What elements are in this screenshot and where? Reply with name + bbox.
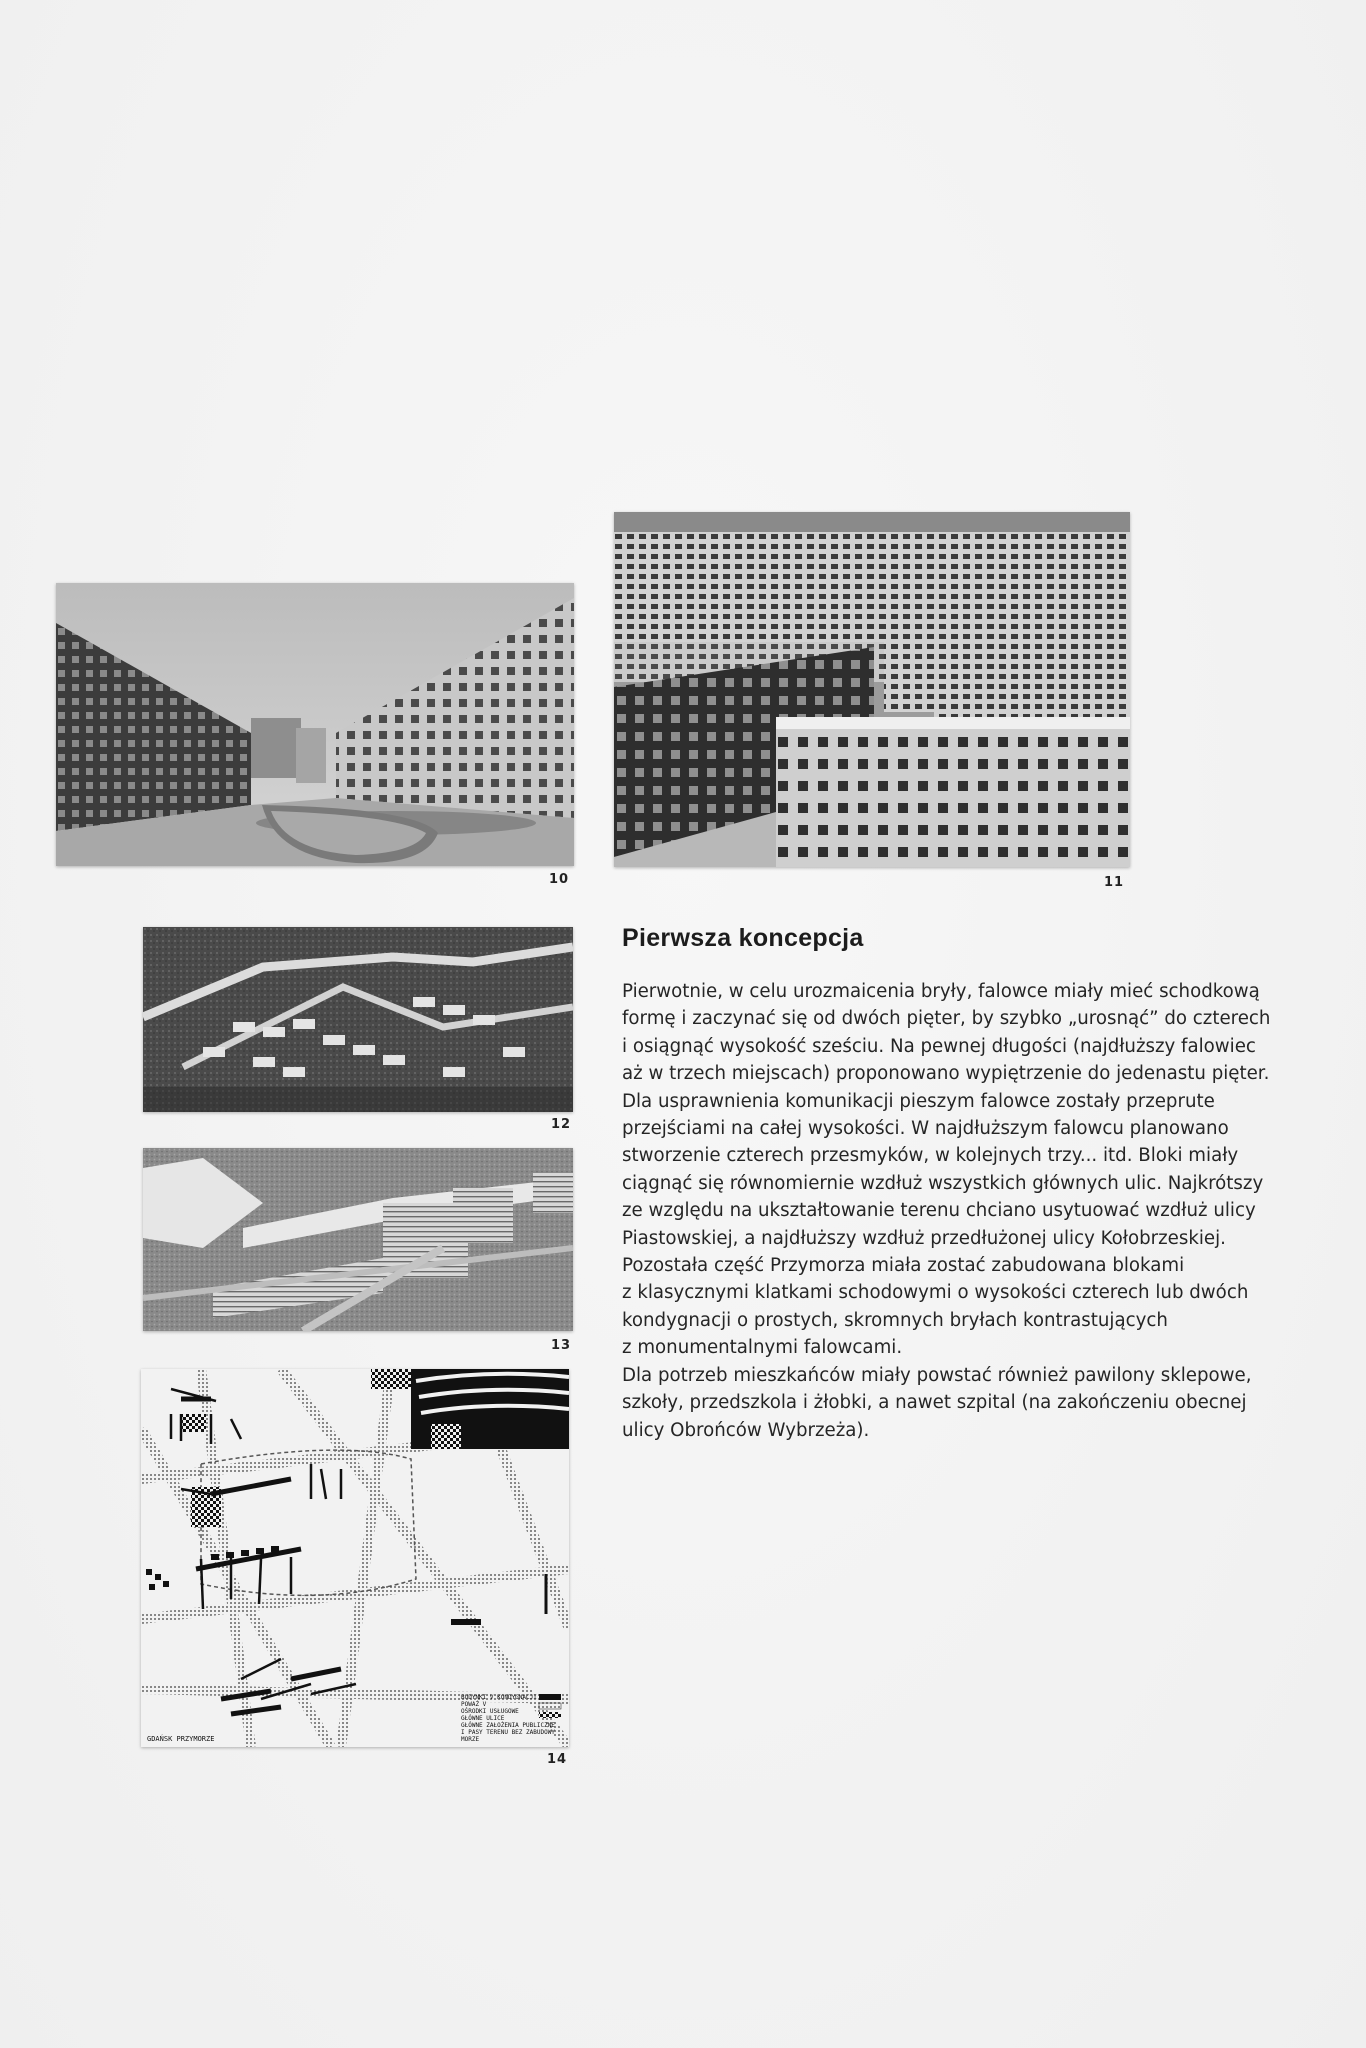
map-legend-line: GŁÓWNE ZAŁOŻENIA PUBLICZNE [461,1722,555,1729]
map-legend-line: GŁÓWNE ULICE [461,1715,505,1722]
figure-number-10: 10 [549,872,570,887]
body-text-line: kondygnacji o prostych, skromnych bryłach kontrastujących [622,1309,1168,1331]
body-text-line: Dla potrzeb mieszkańców miały powstać również pawilony sklepowe, [622,1364,1252,1386]
map-legend-line: OŚRODKI USŁUGOWE [461,1708,519,1715]
body-text-line: formę i zaczynać się od dwóch pięter, by szybko „urosnąć” do czterech [622,1008,1271,1030]
section-title: Pierwsza koncepcja [622,924,864,952]
photo-11-housing-blocks-aerial [614,512,1130,867]
section-body-text [622,978,1322,1444]
body-text-line: szkoły, przedszkola i żłobki, a nawet szpital (na zakończeniu obecnej [622,1392,1247,1414]
map-legend-line: POWAŻ V [461,1701,487,1708]
body-text-line: ulicy Obrońców Wybrzeża). [622,1419,870,1441]
map-corner-label: GDAŃSK PRZYMORZE [147,1735,215,1743]
map-legend-line: BUDYNKI V KONDYGNACJI [461,1694,537,1701]
body-text-line: przejściami na całej wysokości. W najdłuższym falowcu planowano [622,1118,1229,1140]
body-text-line: ze względu na ukształtowanie terenu chciano usytuować wzdłuż ulicy [622,1200,1256,1222]
photo-14-site-plan-map [141,1369,569,1747]
body-text-line: aż w trzech miejscach) proponowano wypiętrzenie do jedenastu pięter. [622,1063,1270,1085]
photo-12-aerial-model [143,927,573,1112]
figure-number-12: 12 [551,1117,572,1132]
body-text-line: i osiągnąć wysokość sześciu. Na pewnej długości (najdłuższy falowiec [622,1035,1256,1057]
body-text-line: ciągnąć się równomiernie wzdłuż wszystkich głównych ulic. Najkrótszy [622,1172,1264,1194]
body-text-line: stworzenie czterech przesmyków, w kolejnych trzy... itd. Bloki miały [622,1145,1239,1167]
photo-10-street-between-blocks [56,583,574,866]
body-text-line: z klasycznymi klatkami schodowymi o wysokości czterech lub dwóch [622,1282,1249,1304]
body-text-line: Dla usprawnienia komunikacji pieszym falowce zostały przeprute [622,1090,1215,1112]
body-text-line: Piastowskiej, a najdłuższy wzdłuż przedłużonej ulicy Kołobrzeskiej. [622,1227,1226,1249]
photo-13-architectural-model [143,1148,573,1331]
figure-number-14: 14 [547,1752,568,1767]
map-legend-line: I PASY TERENU BEZ ZABUDOWY [461,1729,555,1736]
body-text-line: Pozostała część Przymorza miała zostać zabudowana blokami [622,1255,1185,1277]
body-text-line: z monumentalnymi falowcami. [622,1337,903,1359]
figure-number-11: 11 [1104,875,1125,890]
map-legend-line: MORZE [461,1736,480,1743]
body-text-line: Pierwotnie, w celu urozmaicenia bryły, falowce miały mieć schodkową [622,981,1260,1002]
figure-number-13: 13 [551,1338,572,1353]
